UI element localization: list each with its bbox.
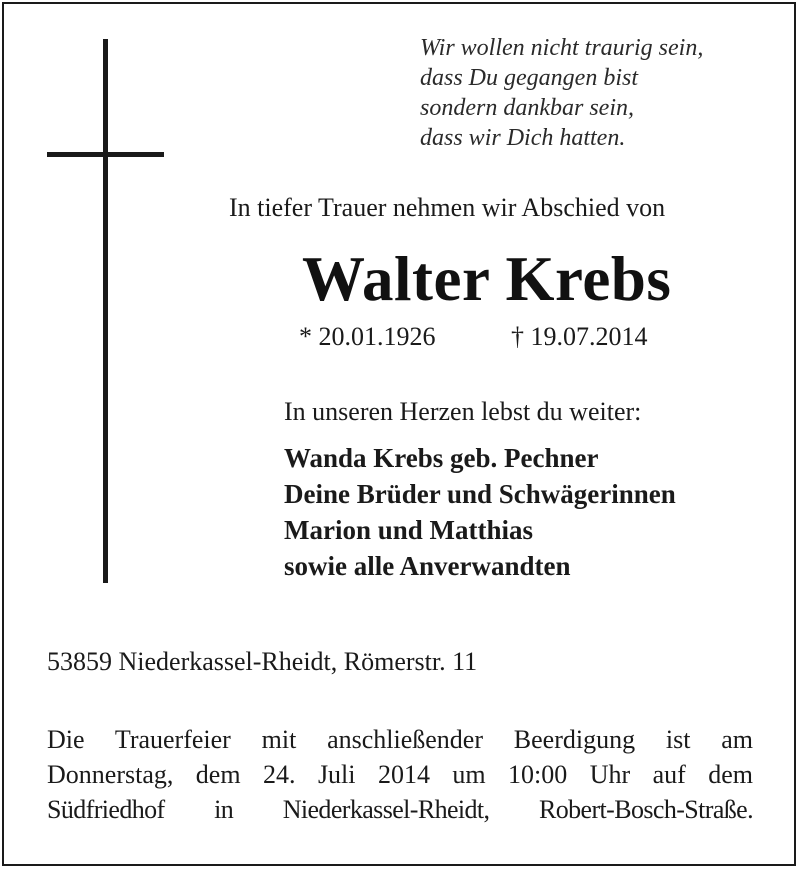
service-line: Die Trauerfeier mit anschließender Beerdigung ist am xyxy=(47,725,753,754)
poem-line: sondern dankbar sein, xyxy=(420,95,634,121)
cross-vertical-bar xyxy=(103,39,108,583)
mourners-heading: In unseren Herzen lebst du weiter: xyxy=(284,397,642,426)
mourner-line: Wanda Krebs geb. Pechner xyxy=(284,443,599,473)
address: 53859 Niederkassel-Rheidt, Römerstr. 11 xyxy=(47,647,478,676)
mourners-list xyxy=(284,440,676,584)
poem-line: dass Du gegangen bist xyxy=(420,65,638,91)
poem-line: Wir wollen nicht traurig sein, xyxy=(420,35,704,61)
service-line: Donnerstag, dem 24. Juli 2014 um 10:00 Uhr auf dem xyxy=(47,760,753,789)
mourner-line: sowie alle Anverwandten xyxy=(284,551,571,581)
mourner-line: Marion und Matthias xyxy=(284,515,534,545)
birth-date: * 20.01.1926 xyxy=(299,322,436,351)
mourner-line: Deine Brüder und Schwägerinnen xyxy=(284,479,676,509)
service-line: Südfriedhof in Niederkassel-Rheidt, Robert-Bosch-Straße. xyxy=(47,795,753,824)
cross-horizontal-bar xyxy=(47,152,164,157)
poem-line: dass wir Dich hatten. xyxy=(420,125,626,151)
intro-text: In tiefer Trauer nehmen wir Abschied von xyxy=(229,193,666,222)
service-info xyxy=(47,722,753,827)
deceased-name: Walter Krebs xyxy=(302,244,672,314)
death-date: † 19.07.2014 xyxy=(511,322,648,351)
poem xyxy=(420,33,703,153)
